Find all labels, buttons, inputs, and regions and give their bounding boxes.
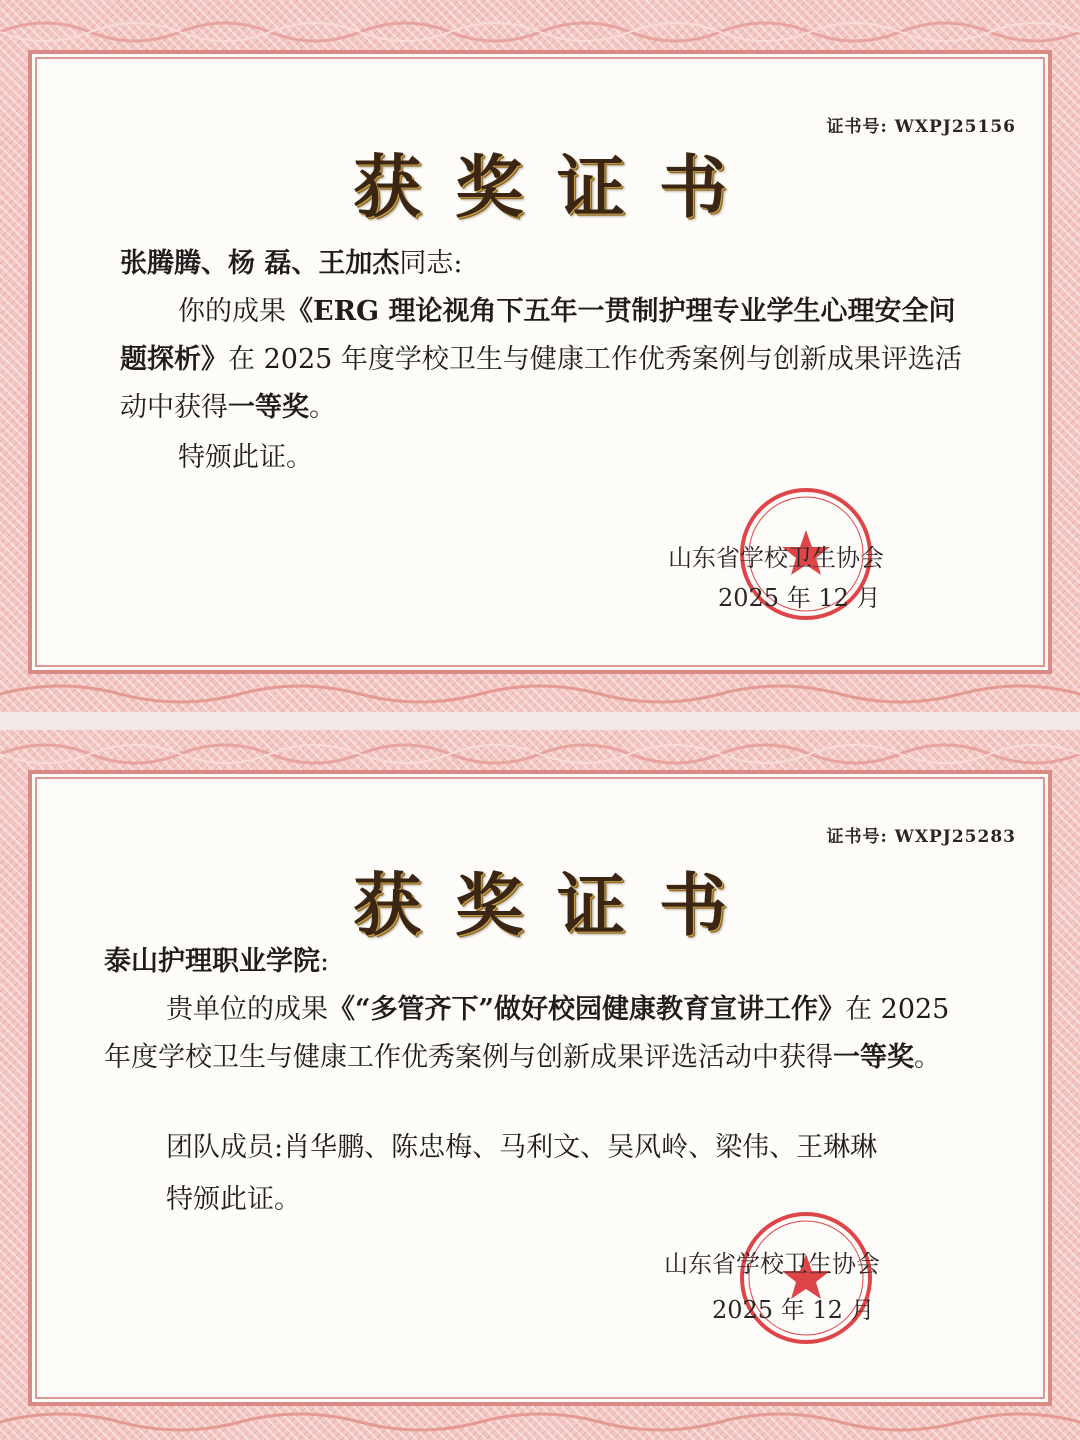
body-suffix: 在 2025 年度学校卫生与健康工作优秀案例与创新成果评选活动中获得 — [104, 994, 950, 1073]
closing-text: 特颁此证。 — [178, 442, 313, 473]
body-prefix: 贵单位的成果 — [166, 994, 328, 1025]
issue-date: 2025 年 12 月 — [712, 1296, 875, 1324]
certificate-number: 证书号: WXPJ25283 — [826, 827, 1016, 847]
certificate-number: 证书号: WXPJ25156 — [826, 117, 1016, 137]
recipient-names: 张腾腾、杨 磊、王加杰 — [120, 248, 400, 279]
certificate-2 — [0, 730, 1080, 1440]
recipient-suffix: : — [320, 946, 330, 977]
recipient-line — [120, 240, 980, 288]
recipient-line — [104, 938, 984, 986]
certificate-body: 你的成果《ERG 理论视角下五年一贯制护理专业学生心理安全问题探析》在 2025 年度学校卫生与健康工作优秀案例与创新成果评选活动中获得一等奖。 — [120, 296, 962, 423]
team-members: 肖华鹏、陈忠梅、马利文、吴风岭、梁伟、王琳琳 — [283, 1132, 878, 1163]
work-title: 《ERG 理论视角下五年一贯制护理专业学生心理安全问题探析》 — [120, 296, 956, 375]
issuer-name: 山东省学校卫生协会 — [664, 1250, 880, 1278]
certificate-divider — [0, 712, 1080, 730]
team-label: 团队成员: — [166, 1132, 284, 1163]
guilloche-band-bottom — [0, 1404, 1080, 1440]
award-level: 一等奖 — [228, 392, 309, 423]
body-suffix: 在 2025 年度学校卫生与健康工作优秀案例与创新成果评选活动中获得 — [120, 344, 962, 423]
closing-text: 特颁此证。 — [166, 1184, 301, 1215]
recipient-suffix: 同志: — [399, 248, 463, 279]
body-prefix: 你的成果 — [178, 296, 286, 327]
guilloche-band-top — [0, 14, 1080, 50]
issue-date: 2025 年 12 月 — [718, 584, 881, 612]
certificate-title: 获奖证书 — [352, 148, 761, 228]
guilloche-band-bottom — [0, 676, 1080, 712]
certificate-1 — [0, 0, 1080, 712]
issuer-name: 山东省学校卫生协会 — [668, 544, 884, 572]
certificate-title: 获奖证书 — [352, 866, 761, 946]
guilloche-band-top — [0, 736, 1080, 772]
recipient-names: 泰山护理职业学院 — [104, 946, 320, 977]
certificate-body: 贵单位的成果《“多管齐下”做好校园健康教育宣讲工作》在 2025 年度学校卫生与健康工作优秀案例与创新成果评选活动中获得一等奖。 — [104, 994, 950, 1073]
work-title: 《“多管齐下”做好校园健康教育宣讲工作》 — [328, 994, 846, 1025]
team-line — [166, 1124, 986, 1172]
award-level: 一等奖 — [833, 1042, 914, 1073]
